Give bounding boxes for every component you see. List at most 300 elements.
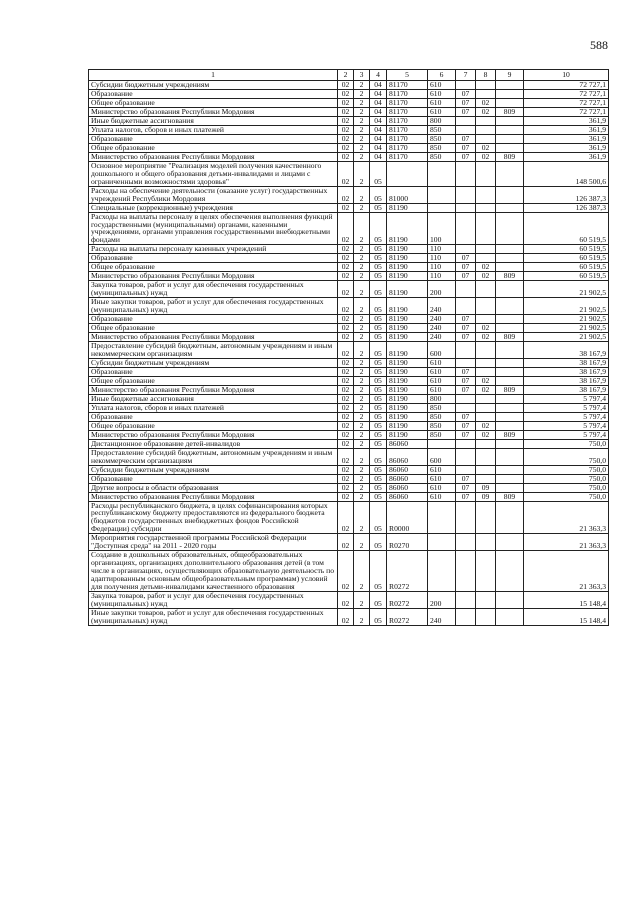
table-row xyxy=(89,125,609,134)
cell-c6: 850 xyxy=(428,134,456,143)
cell-c3: 2 xyxy=(354,315,370,324)
row-amount: 60 519,5 xyxy=(524,212,609,245)
row-amount: 5 797,4 xyxy=(524,421,609,430)
cell-c7: 07 xyxy=(456,483,476,492)
cell-c9: 809 xyxy=(496,152,524,161)
table-row xyxy=(89,98,609,107)
cell-c9 xyxy=(496,98,524,107)
row-amount: 72 727,1 xyxy=(524,107,609,116)
cell-c3: 2 xyxy=(354,143,370,152)
cell-c9 xyxy=(496,342,524,359)
row-amount: 5 797,4 xyxy=(524,394,609,403)
cell-c3: 2 xyxy=(354,161,370,186)
cell-c4: 05 xyxy=(370,245,387,254)
table-row xyxy=(89,551,609,592)
cell-c5: 81190 xyxy=(387,324,428,333)
cell-c8: 09 xyxy=(476,492,496,501)
cell-c9 xyxy=(496,534,524,551)
table-row xyxy=(89,439,609,448)
cell-c9 xyxy=(496,89,524,98)
cell-c7: 07 xyxy=(456,412,476,421)
cell-c8 xyxy=(476,186,496,203)
cell-c3: 2 xyxy=(354,483,370,492)
row-amount: 21 902,5 xyxy=(524,281,609,298)
row-name: Образование xyxy=(89,315,338,324)
cell-c5: 81170 xyxy=(387,116,428,125)
row-name: Расходы республиканского бюджета, в целях софинансирования которых республиканскому бюджету предоставляются из федерального бюджета (бюджетов государственных внебюджетных фондов Российской Федерации) субсидии xyxy=(89,501,338,534)
cell-c8: 02 xyxy=(476,272,496,281)
cell-c6: 610 xyxy=(428,98,456,107)
cell-c7: 07 xyxy=(456,333,476,342)
cell-c2: 02 xyxy=(338,254,354,263)
row-amount: 750,0 xyxy=(524,483,609,492)
cell-c5: 81190 xyxy=(387,203,428,212)
cell-c2: 02 xyxy=(338,98,354,107)
cell-c3: 2 xyxy=(354,474,370,483)
table-row xyxy=(89,609,609,626)
row-name: Предоставление субсидий бюджетным, автономным учреждениям и иным некоммерческим организациям xyxy=(89,342,338,359)
cell-c6: 610 xyxy=(428,107,456,116)
cell-c9 xyxy=(496,483,524,492)
row-amount: 21 902,5 xyxy=(524,298,609,315)
cell-c7: 07 xyxy=(456,152,476,161)
cell-c9: 809 xyxy=(496,333,524,342)
cell-c2: 02 xyxy=(338,474,354,483)
cell-c6: 850 xyxy=(428,403,456,412)
row-amount: 72 727,1 xyxy=(524,89,609,98)
cell-c7: 07 xyxy=(456,421,476,430)
cell-c8: 02 xyxy=(476,152,496,161)
table-row xyxy=(89,324,609,333)
cell-c3: 2 xyxy=(354,385,370,394)
row-amount: 21 902,5 xyxy=(524,333,609,342)
cell-c3: 2 xyxy=(354,448,370,465)
cell-c5: 81190 xyxy=(387,430,428,439)
table-row xyxy=(89,342,609,359)
cell-c9 xyxy=(496,203,524,212)
cell-c8 xyxy=(476,203,496,212)
row-amount: 750,0 xyxy=(524,492,609,501)
cell-c4: 05 xyxy=(370,333,387,342)
row-name: Мероприятия государственной программы Российской Федерации "Доступная среда" на 2011 - 2020 годы xyxy=(89,534,338,551)
table-row xyxy=(89,367,609,376)
row-name: Министерство образования Республики Мордовия xyxy=(89,333,338,342)
cell-c5: 86060 xyxy=(387,483,428,492)
cell-c5: 86060 xyxy=(387,439,428,448)
table-row xyxy=(89,430,609,439)
row-amount: 21 363,3 xyxy=(524,534,609,551)
cell-c4: 04 xyxy=(370,134,387,143)
cell-c6: 100 xyxy=(428,212,456,245)
table-row xyxy=(89,592,609,609)
row-name: Образование xyxy=(89,412,338,421)
cell-c6: 610 xyxy=(428,385,456,394)
cell-c8 xyxy=(476,315,496,324)
cell-c3: 2 xyxy=(354,412,370,421)
cell-c5: 81190 xyxy=(387,281,428,298)
cell-c2: 02 xyxy=(338,152,354,161)
cell-c8 xyxy=(476,254,496,263)
cell-c8 xyxy=(476,134,496,143)
cell-c4: 05 xyxy=(370,298,387,315)
cell-c9 xyxy=(496,448,524,465)
row-name: Образование xyxy=(89,474,338,483)
cell-c4: 05 xyxy=(370,203,387,212)
cell-c4: 05 xyxy=(370,592,387,609)
cell-c4: 04 xyxy=(370,89,387,98)
row-amount: 750,0 xyxy=(524,439,609,448)
cell-c7 xyxy=(456,116,476,125)
table-row xyxy=(89,272,609,281)
cell-c6: 610 xyxy=(428,89,456,98)
cell-c2: 02 xyxy=(338,483,354,492)
row-name: Иные бюджетные ассигнования xyxy=(89,116,338,125)
column-header: 8 xyxy=(476,70,496,81)
cell-c2: 02 xyxy=(338,430,354,439)
cell-c8 xyxy=(476,474,496,483)
column-header: 5 xyxy=(387,70,428,81)
row-name: Общее образование xyxy=(89,421,338,430)
cell-c9 xyxy=(496,315,524,324)
cell-c4: 05 xyxy=(370,161,387,186)
cell-c2: 02 xyxy=(338,421,354,430)
cell-c7: 07 xyxy=(456,324,476,333)
cell-c2: 02 xyxy=(338,376,354,385)
cell-c5: R0270 xyxy=(387,534,428,551)
cell-c5: 81190 xyxy=(387,359,428,368)
cell-c2: 02 xyxy=(338,125,354,134)
cell-c2: 02 xyxy=(338,534,354,551)
cell-c4: 05 xyxy=(370,421,387,430)
cell-c9 xyxy=(496,367,524,376)
cell-c3: 2 xyxy=(354,421,370,430)
table-row xyxy=(89,385,609,394)
cell-c8 xyxy=(476,439,496,448)
row-amount: 38 167,9 xyxy=(524,342,609,359)
cell-c5: 86060 xyxy=(387,465,428,474)
cell-c4: 05 xyxy=(370,394,387,403)
cell-c3: 2 xyxy=(354,152,370,161)
cell-c5: 81170 xyxy=(387,152,428,161)
row-amount: 38 167,9 xyxy=(524,376,609,385)
row-amount: 72 727,1 xyxy=(524,81,609,90)
cell-c9 xyxy=(496,212,524,245)
cell-c6: 850 xyxy=(428,143,456,152)
cell-c8 xyxy=(476,81,496,90)
cell-c5: R0000 xyxy=(387,501,428,534)
table-row xyxy=(89,161,609,186)
row-amount: 126 387,3 xyxy=(524,203,609,212)
cell-c2: 02 xyxy=(338,412,354,421)
cell-c2: 02 xyxy=(338,315,354,324)
table-header xyxy=(89,70,609,81)
table-row xyxy=(89,212,609,245)
page-number: 588 xyxy=(590,38,608,52)
table-row xyxy=(89,81,609,90)
cell-c6 xyxy=(428,501,456,534)
cell-c8: 02 xyxy=(476,143,496,152)
cell-c8: 02 xyxy=(476,324,496,333)
row-name: Общее образование xyxy=(89,98,338,107)
cell-c8 xyxy=(476,245,496,254)
cell-c9 xyxy=(496,403,524,412)
cell-c7: 07 xyxy=(456,315,476,324)
cell-c9 xyxy=(496,134,524,143)
table-row xyxy=(89,483,609,492)
cell-c3: 2 xyxy=(354,272,370,281)
cell-c3: 2 xyxy=(354,98,370,107)
cell-c5: 81190 xyxy=(387,333,428,342)
column-header: 6 xyxy=(428,70,456,81)
table-row xyxy=(89,143,609,152)
cell-c5: 81190 xyxy=(387,394,428,403)
column-header: 2 xyxy=(338,70,354,81)
cell-c7: 07 xyxy=(456,385,476,394)
cell-c9 xyxy=(496,474,524,483)
cell-c8: 02 xyxy=(476,98,496,107)
cell-c6: 850 xyxy=(428,430,456,439)
cell-c7 xyxy=(456,125,476,134)
cell-c5: 81190 xyxy=(387,315,428,324)
cell-c2: 02 xyxy=(338,281,354,298)
cell-c5: 81000 xyxy=(387,186,428,203)
budget-table xyxy=(88,69,609,626)
row-amount: 5 797,4 xyxy=(524,412,609,421)
row-name: Министерство образования Республики Мордовия xyxy=(89,385,338,394)
cell-c7: 07 xyxy=(456,98,476,107)
cell-c4: 05 xyxy=(370,403,387,412)
cell-c8 xyxy=(476,367,496,376)
cell-c9 xyxy=(496,125,524,134)
cell-c6: 200 xyxy=(428,281,456,298)
cell-c6: 610 xyxy=(428,367,456,376)
cell-c2: 02 xyxy=(338,245,354,254)
row-name: Общее образование xyxy=(89,376,338,385)
row-name: Другие вопросы в области образования xyxy=(89,483,338,492)
cell-c7 xyxy=(456,281,476,298)
cell-c4: 05 xyxy=(370,272,387,281)
row-name: Министерство образования Республики Мордовия xyxy=(89,492,338,501)
row-amount: 15 148,4 xyxy=(524,592,609,609)
cell-c8: 02 xyxy=(476,263,496,272)
cell-c6 xyxy=(428,161,456,186)
cell-c3: 2 xyxy=(354,394,370,403)
row-amount: 21 902,5 xyxy=(524,324,609,333)
table-row xyxy=(89,534,609,551)
cell-c2: 02 xyxy=(338,367,354,376)
table-row xyxy=(89,333,609,342)
cell-c5: 81190 xyxy=(387,385,428,394)
cell-c4: 05 xyxy=(370,534,387,551)
cell-c6: 850 xyxy=(428,412,456,421)
cell-c2: 02 xyxy=(338,116,354,125)
cell-c3: 2 xyxy=(354,134,370,143)
cell-c9 xyxy=(496,394,524,403)
cell-c5: R0272 xyxy=(387,592,428,609)
column-header: 3 xyxy=(354,70,370,81)
cell-c7: 07 xyxy=(456,492,476,501)
cell-c2: 02 xyxy=(338,501,354,534)
table-row xyxy=(89,376,609,385)
row-name: Субсидии бюджетным учреждениям xyxy=(89,81,338,90)
cell-c3: 2 xyxy=(354,465,370,474)
cell-c7 xyxy=(456,501,476,534)
row-amount: 60 519,5 xyxy=(524,254,609,263)
cell-c7 xyxy=(456,298,476,315)
row-amount: 361,9 xyxy=(524,152,609,161)
cell-c4: 05 xyxy=(370,448,387,465)
cell-c4: 05 xyxy=(370,342,387,359)
cell-c7: 07 xyxy=(456,254,476,263)
row-name: Иные закупки товаров, работ и услуг для обеспечения государственных (муниципальных) нужд xyxy=(89,298,338,315)
row-name: Министерство образования Республики Мордовия xyxy=(89,272,338,281)
cell-c3: 2 xyxy=(354,298,370,315)
cell-c7: 07 xyxy=(456,430,476,439)
cell-c4: 05 xyxy=(370,430,387,439)
cell-c2: 02 xyxy=(338,492,354,501)
cell-c8 xyxy=(476,501,496,534)
cell-c9 xyxy=(496,324,524,333)
cell-c8 xyxy=(476,609,496,626)
cell-c9 xyxy=(496,81,524,90)
row-name: Образование xyxy=(89,254,338,263)
cell-c9 xyxy=(496,376,524,385)
row-name: Министерство образования Республики Мордовия xyxy=(89,152,338,161)
cell-c3: 2 xyxy=(354,534,370,551)
cell-c5: 81170 xyxy=(387,89,428,98)
cell-c7 xyxy=(456,394,476,403)
cell-c5: 81170 xyxy=(387,81,428,90)
cell-c3: 2 xyxy=(354,403,370,412)
cell-c5: 81190 xyxy=(387,367,428,376)
cell-c6 xyxy=(428,534,456,551)
row-name: Специальные (коррекционные) учреждения xyxy=(89,203,338,212)
cell-c2: 02 xyxy=(338,89,354,98)
cell-c9 xyxy=(496,263,524,272)
cell-c8 xyxy=(476,89,496,98)
cell-c4: 05 xyxy=(370,212,387,245)
cell-c3: 2 xyxy=(354,376,370,385)
cell-c9 xyxy=(496,465,524,474)
row-amount: 72 727,1 xyxy=(524,98,609,107)
cell-c6: 600 xyxy=(428,448,456,465)
cell-c2: 02 xyxy=(338,186,354,203)
cell-c7 xyxy=(456,592,476,609)
row-name: Субсидии бюджетным учреждениям xyxy=(89,465,338,474)
column-header: 9 xyxy=(496,70,524,81)
cell-c2: 02 xyxy=(338,272,354,281)
cell-c2: 02 xyxy=(338,385,354,394)
cell-c8 xyxy=(476,359,496,368)
table-row xyxy=(89,412,609,421)
row-name: Уплата налогов, сборов и иных платежей xyxy=(89,125,338,134)
row-name: Общее образование xyxy=(89,324,338,333)
cell-c2: 02 xyxy=(338,333,354,342)
cell-c5: 86060 xyxy=(387,448,428,465)
cell-c7 xyxy=(456,448,476,465)
row-name: Образование xyxy=(89,89,338,98)
cell-c3: 2 xyxy=(354,186,370,203)
cell-c9: 809 xyxy=(496,492,524,501)
column-header: 1 xyxy=(89,70,338,81)
table-row xyxy=(89,394,609,403)
cell-c6 xyxy=(428,551,456,592)
cell-c4: 05 xyxy=(370,412,387,421)
cell-c8 xyxy=(476,342,496,359)
table-row xyxy=(89,421,609,430)
cell-c9 xyxy=(496,281,524,298)
cell-c6: 240 xyxy=(428,324,456,333)
cell-c8: 02 xyxy=(476,376,496,385)
cell-c5: 81190 xyxy=(387,376,428,385)
cell-c3: 2 xyxy=(354,501,370,534)
cell-c6 xyxy=(428,203,456,212)
cell-c3: 2 xyxy=(354,203,370,212)
row-amount: 5 797,4 xyxy=(524,403,609,412)
cell-c7 xyxy=(456,161,476,186)
cell-c8: 02 xyxy=(476,333,496,342)
row-name: Общее образование xyxy=(89,263,338,272)
cell-c7 xyxy=(456,186,476,203)
cell-c3: 2 xyxy=(354,281,370,298)
cell-c5: 81190 xyxy=(387,342,428,359)
cell-c7 xyxy=(456,245,476,254)
cell-c7 xyxy=(456,534,476,551)
cell-c3: 2 xyxy=(354,324,370,333)
cell-c8 xyxy=(476,212,496,245)
cell-c7 xyxy=(456,212,476,245)
cell-c2: 02 xyxy=(338,324,354,333)
row-amount: 148 500,6 xyxy=(524,161,609,186)
row-amount: 21 363,3 xyxy=(524,551,609,592)
cell-c4: 05 xyxy=(370,551,387,592)
row-name: Закупка товаров, работ и услуг для обеспечения государственных (муниципальных) нужд xyxy=(89,281,338,298)
row-name: Министерство образования Республики Мордовия xyxy=(89,107,338,116)
cell-c6: 110 xyxy=(428,254,456,263)
table-row xyxy=(89,359,609,368)
cell-c4: 05 xyxy=(370,385,387,394)
row-name: Иные закупки товаров, работ и услуг для обеспечения государственных (муниципальных) нужд xyxy=(89,609,338,626)
table-row xyxy=(89,245,609,254)
cell-c6: 850 xyxy=(428,421,456,430)
cell-c7: 07 xyxy=(456,263,476,272)
cell-c4: 05 xyxy=(370,367,387,376)
cell-c7 xyxy=(456,403,476,412)
cell-c2: 02 xyxy=(338,448,354,465)
row-name: Образование xyxy=(89,367,338,376)
cell-c7 xyxy=(456,81,476,90)
row-amount: 60 519,5 xyxy=(524,245,609,254)
row-name: Образование xyxy=(89,134,338,143)
cell-c8 xyxy=(476,394,496,403)
cell-c6 xyxy=(428,186,456,203)
cell-c6: 610 xyxy=(428,81,456,90)
cell-c3: 2 xyxy=(354,116,370,125)
table-row xyxy=(89,501,609,534)
cell-c4: 05 xyxy=(370,359,387,368)
cell-c3: 2 xyxy=(354,592,370,609)
cell-c2: 02 xyxy=(338,592,354,609)
cell-c2: 02 xyxy=(338,609,354,626)
cell-c6: 110 xyxy=(428,263,456,272)
row-amount: 361,9 xyxy=(524,125,609,134)
cell-c8: 02 xyxy=(476,385,496,394)
cell-c6: 110 xyxy=(428,245,456,254)
cell-c5: 81170 xyxy=(387,134,428,143)
table-row xyxy=(89,203,609,212)
cell-c6: 610 xyxy=(428,465,456,474)
cell-c2: 02 xyxy=(338,298,354,315)
